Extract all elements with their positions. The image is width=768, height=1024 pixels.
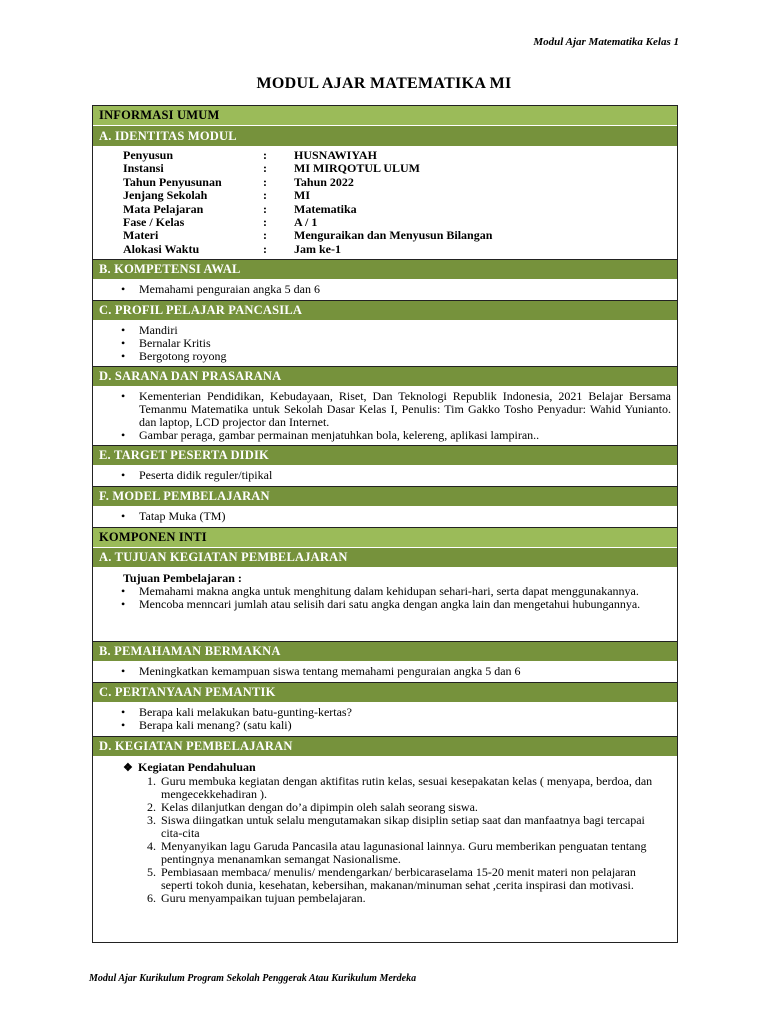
section-pertanyaan-pemantik: C. PERTANYAAN PEMANTIK xyxy=(93,683,677,703)
list-item: • Gambar peraga, gambar permainan menjatuhkan bola, kelereng, aplikasi lampiran.. xyxy=(139,429,671,442)
identitas-value: HUSNAWIYAH xyxy=(294,148,377,162)
list-item: • Berapa kali menang? (satu kali) xyxy=(139,719,671,732)
identitas-colon: : xyxy=(263,161,267,176)
pemahaman-list xyxy=(93,665,677,678)
list-item: • Peserta didik reguler/tipikal xyxy=(139,469,671,482)
profil-pancasila-list xyxy=(93,324,677,363)
kegiatan-step: 6. Guru menyampaikan tujuan pembelajaran. xyxy=(159,892,669,905)
identitas-row xyxy=(123,162,677,175)
section-identitas-modul: A. IDENTITAS MODUL xyxy=(93,126,677,147)
identitas-key: Tahun Penyusunan xyxy=(123,174,222,189)
identitas-key: Alokasi Waktu xyxy=(123,241,200,256)
list-item: • Tatap Muka (TM) xyxy=(139,510,671,523)
sarana-list xyxy=(93,390,677,442)
identitas-row xyxy=(123,216,677,229)
list-item: • Memahami penguraian angka 5 dan 6 xyxy=(139,283,671,296)
pemahaman-content xyxy=(93,662,677,683)
identitas-row xyxy=(123,149,677,162)
tujuan-subheading: Tujuan Pembelajaran : xyxy=(123,571,242,585)
list-item: • Mencoba menncari jumlah atau selisih dari satu angka dengan angka lain dan mengetahui hubungannya. xyxy=(139,598,671,611)
diamond-bullet-icon: ❖ xyxy=(123,762,133,774)
profil-pancasila-content xyxy=(93,321,677,367)
identitas-row xyxy=(123,176,677,189)
kegiatan-step: 2. Kelas dilanjutkan dengan do’a dipimpin oleh salah seorang siswa. xyxy=(159,801,669,814)
document-title: MODUL AJAR MATEMATIKA MI xyxy=(256,75,512,92)
identitas-colon: : xyxy=(263,174,267,189)
section-tujuan-kegiatan: A. TUJUAN KEGIATAN PEMBELAJARAN xyxy=(93,548,677,568)
list-item: • Meningkatkan kemampuan siswa tentang memahami penguraian angka 5 dan 6 xyxy=(139,665,671,678)
identitas-colon: : xyxy=(263,148,267,162)
identitas-value: A / 1 xyxy=(294,215,318,230)
running-header: Modul Ajar Matematika Kelas 1 xyxy=(533,36,679,48)
pertanyaan-content xyxy=(93,703,677,737)
identitas-key: Penyusun xyxy=(123,148,174,162)
identitas-colon: : xyxy=(263,241,267,256)
kegiatan-steps xyxy=(93,775,677,905)
section-kompetensi-awal: B. KOMPETENSI AWAL xyxy=(93,260,677,280)
section-model-pembelajaran: F. MODEL PEMBELAJARAN xyxy=(93,487,677,507)
identitas-value: Menguraikan dan Menyusun Bilangan xyxy=(294,228,493,243)
identitas-value: Matematika xyxy=(294,201,357,216)
running-footer: Modul Ajar Kurikulum Program Sekolah Penggerak Atau Kurikulum Merdeka xyxy=(89,973,417,984)
target-content xyxy=(93,466,677,487)
identitas-key: Fase / Kelas xyxy=(123,215,185,230)
kegiatan-subheading-label: Kegiatan Pendahuluan xyxy=(138,760,256,774)
target-list xyxy=(93,469,677,482)
list-item: • Mandiri xyxy=(139,324,671,337)
identitas-value: Tahun 2022 xyxy=(294,174,354,189)
identitas-colon: : xyxy=(263,188,267,203)
identitas-key: Instansi xyxy=(123,161,164,176)
model-list xyxy=(93,510,677,523)
identitas-row xyxy=(123,243,677,256)
identitas-value: MI MIRQOTUL ULUM xyxy=(294,161,420,176)
identitas-value: MI xyxy=(294,188,310,203)
identitas-key: Mata Pelajaran xyxy=(123,201,204,216)
identitas-key: Jenjang Sekolah xyxy=(123,188,208,203)
identitas-content xyxy=(93,147,677,260)
section-informasi-umum: INFORMASI UMUM xyxy=(93,106,677,126)
identitas-row xyxy=(123,229,677,242)
section-sarana-prasarana: D. SARANA DAN PRASARANA xyxy=(93,367,677,387)
identitas-key: Materi xyxy=(123,228,159,243)
pertanyaan-list xyxy=(93,706,677,732)
list-item: • Memahami makna angka untuk menghitung dalam kehidupan sehari-hari, serta dapat menggunakannya. xyxy=(139,585,671,598)
identitas-list xyxy=(93,147,677,256)
identitas-value: Jam ke-1 xyxy=(294,241,341,256)
section-kegiatan-pembelajaran: D. KEGIATAN PEMBELAJARAN xyxy=(93,737,677,757)
kegiatan-step: 1. Guru membuka kegiatan dengan aktifitas rutin kelas, sesuai kesepakatan kelas ( menyapa, berdoa, dan mengecekkehadiran ). xyxy=(159,775,669,801)
identitas-colon: : xyxy=(263,215,267,230)
kegiatan-subheading xyxy=(93,761,677,775)
kompetensi-awal-list xyxy=(93,283,677,296)
identitas-colon: : xyxy=(263,228,267,243)
list-item: • Berapa kali melakukan batu-gunting-kertas? xyxy=(139,706,671,719)
tujuan-content xyxy=(93,568,677,642)
section-target-peserta: E. TARGET PESERTA DIDIK xyxy=(93,446,677,466)
kegiatan-step: 4. Menyanyikan lagu Garuda Pancasila atau lagunasional lainnya. Guru memberikan penguatan tentang pentingnya menanamkan semangat Nasionalisme. xyxy=(159,840,669,866)
module-table xyxy=(92,105,678,943)
kompetensi-awal-content xyxy=(93,280,677,301)
model-content xyxy=(93,507,677,528)
tujuan-list xyxy=(93,585,677,611)
kegiatan-step: 5. Pembiasaan membaca/ menulis/ mendengarkan/ berbicaraselama 15-20 menit materi non pelajaran seperti tokoh dunia, kesehatan, kebersihan, makanan/minuman sehat ,cerita inspirasi dan motivasi. xyxy=(159,866,669,892)
identitas-colon: : xyxy=(263,201,267,216)
section-pemahaman-bermakna: B. PEMAHAMAN BERMAKNA xyxy=(93,642,677,662)
list-item: • Bernalar Kritis xyxy=(139,337,671,350)
kegiatan-step: 3. Siswa diingatkan untuk selalu mengutamakan sikap disiplin setiap saat dan manfaatnya bagi tercapai cita-cita xyxy=(159,814,669,840)
section-profil-pancasila: C. PROFIL PELAJAR PANCASILA xyxy=(93,301,677,321)
identitas-row xyxy=(123,203,677,216)
kegiatan-content xyxy=(93,757,677,905)
identitas-row xyxy=(123,189,677,202)
list-item: • Bergotong royong xyxy=(139,350,671,363)
section-komponen-inti: KOMPONEN INTI xyxy=(93,528,677,548)
sarana-content xyxy=(93,387,677,446)
list-item: • Kementerian Pendidikan, Kebudayaan, Riset, Dan Teknologi Republik Indonesia, 2021 Belajar Bersama Temanmu Matematika untuk Sekolah Dasar Kelas I, Penulis: Tim Gakko Tosho Penyadur: Wahid Yunianto. dan laptop, LCD projector dan Internet. xyxy=(139,390,671,429)
